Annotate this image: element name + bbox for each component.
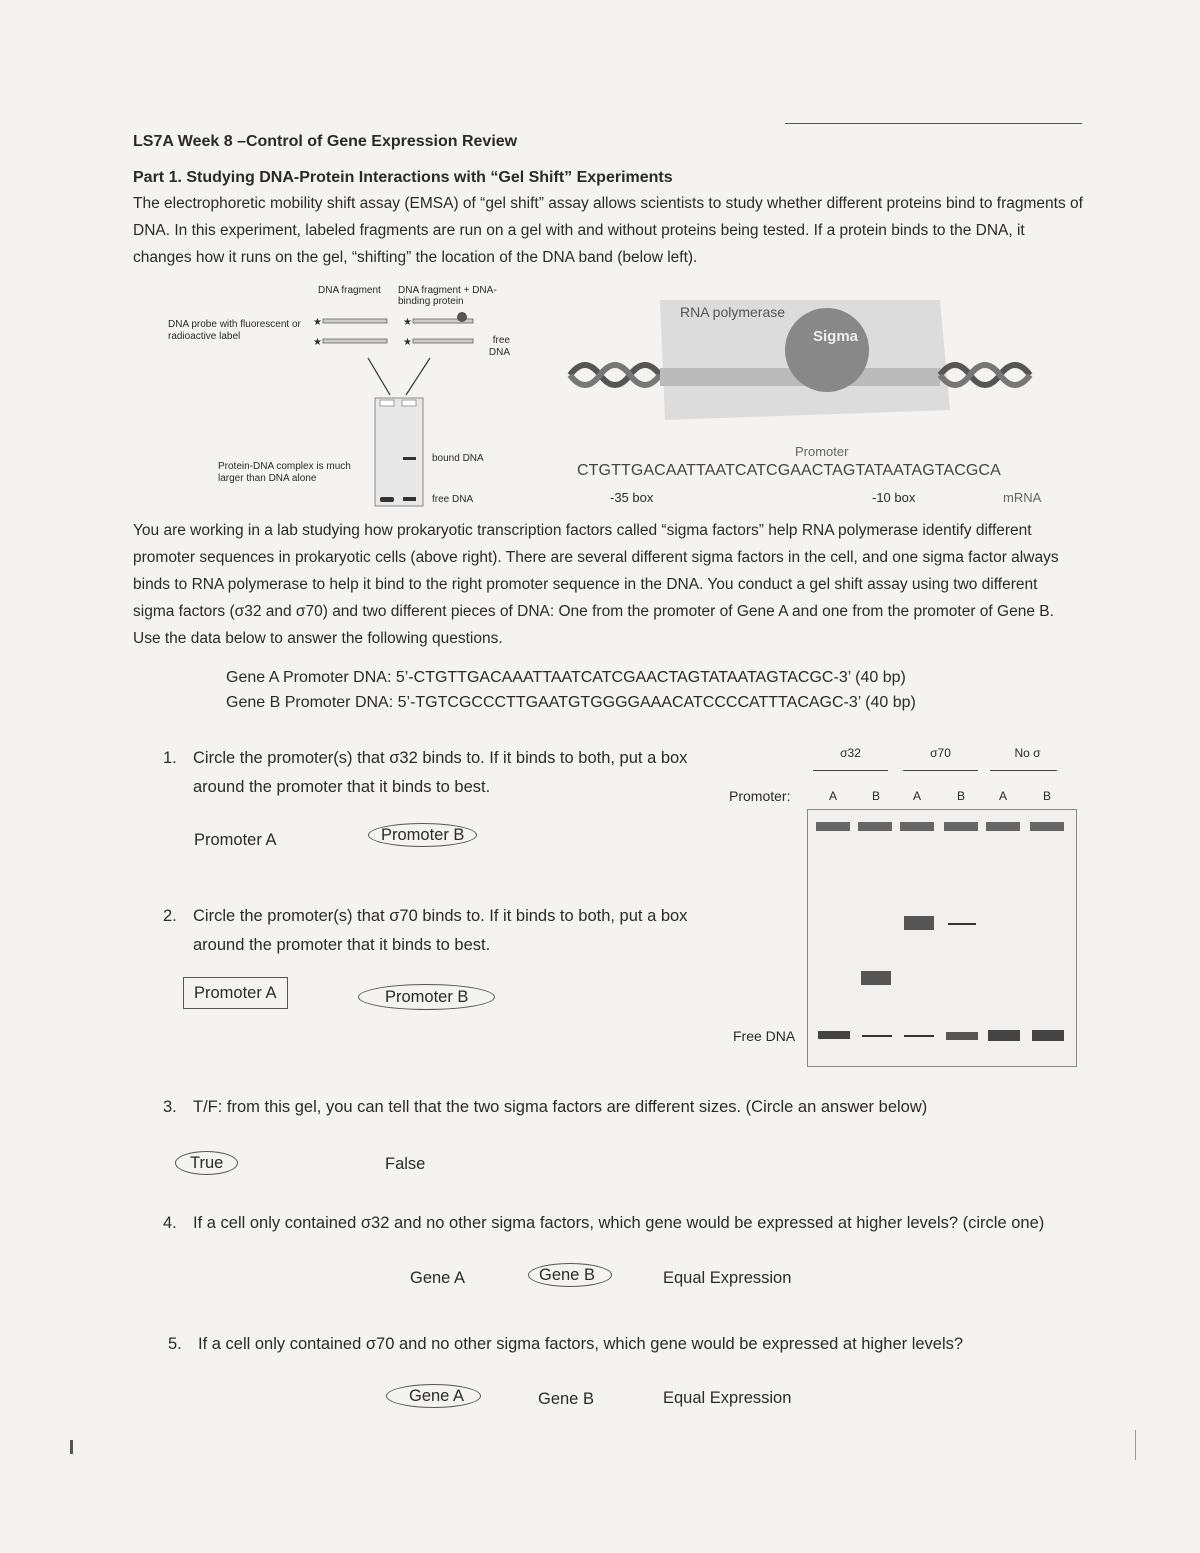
question-2 bbox=[163, 902, 698, 960]
q2-number: 2. bbox=[163, 907, 177, 925]
q5-option-c[interactable]: Equal Expression bbox=[663, 1389, 792, 1407]
gel-group-sigma32-line bbox=[813, 770, 888, 771]
scan-edge-mark bbox=[1135, 1430, 1136, 1460]
bound-dna-label: bound DNA bbox=[432, 453, 484, 464]
q1-option-b[interactable] bbox=[368, 826, 477, 845]
mrna-label: mRNA bbox=[1003, 490, 1042, 505]
box35-label: -35 box bbox=[610, 490, 654, 505]
intro-paragraph: The electrophoretic mobility shift assay (EMSA) of “gel shift” assay allows scientists to study whether different proteins bind to fragments of DNA. In this experiment, labeled fragments are run on a gel with and without proteins being tested. If a protein binds to the DNA, it changes how it runs on the gel, “shifting” the location of the DNA band (below left). bbox=[133, 195, 1083, 266]
well-band bbox=[858, 822, 892, 831]
free-dna-band bbox=[946, 1032, 978, 1040]
q2-option-b-circled[interactable]: Promoter B bbox=[358, 984, 495, 1010]
box10-label: -10 box bbox=[872, 490, 916, 505]
gel-figure bbox=[725, 740, 1085, 1070]
q1-text: Circle the promoter(s) that σ32 binds to. If it binds to both, put a box around the promoter that it binds to best. bbox=[193, 749, 688, 796]
promoter-label: Promoter bbox=[795, 444, 849, 459]
free-dna-band bbox=[904, 1035, 934, 1037]
name-line bbox=[785, 123, 1082, 124]
gel-group-sigma32: σ32 bbox=[840, 746, 861, 760]
free-dna-band bbox=[818, 1031, 850, 1039]
rna-pol-label: RNA polymerase bbox=[680, 304, 786, 320]
q3-option-true[interactable] bbox=[175, 1154, 238, 1173]
q3-number: 3. bbox=[163, 1098, 177, 1116]
gel-lane-label: A bbox=[828, 789, 837, 803]
svg-text:★: ★ bbox=[313, 317, 322, 328]
free-dna-band bbox=[1032, 1030, 1064, 1041]
shifted-band-sigma70-b bbox=[948, 923, 976, 925]
shifted-band-sigma70-a bbox=[904, 916, 934, 930]
q4-text: If a cell only contained σ32 and no other sigma factors, which gene would be expressed at higher levels? (circle one) bbox=[193, 1214, 1045, 1232]
part-title: Part 1. Studying DNA-Protein Interactions with “Gel Shift” Experiments bbox=[133, 169, 673, 186]
q1-option-a[interactable]: Promoter A bbox=[194, 831, 277, 849]
q5-option-a-circled[interactable]: Gene A bbox=[386, 1384, 481, 1408]
free-dna-band bbox=[862, 1035, 892, 1037]
shifted-band-sigma32-b bbox=[861, 971, 891, 985]
well-band bbox=[1030, 822, 1064, 831]
q5-option-b[interactable]: Gene B bbox=[538, 1390, 594, 1408]
col2-label: DNA fragment + DNA-binding protein bbox=[398, 285, 497, 307]
page-title: LS7A Week 8 –Control of Gene Expression Review bbox=[133, 133, 518, 150]
col1-label: DNA fragment bbox=[318, 285, 381, 296]
q4-number: 4. bbox=[163, 1214, 177, 1232]
question-4 bbox=[163, 1209, 1093, 1238]
q4-option-a[interactable]: Gene A bbox=[410, 1269, 466, 1287]
q3-text: T/F: from this gel, you can tell that the two sigma factors are different sizes. (Circle an answer below) bbox=[193, 1098, 928, 1116]
gel-group-no-sigma-line bbox=[990, 770, 1057, 771]
scan-edge-mark bbox=[70, 1440, 73, 1454]
question-3 bbox=[163, 1093, 1093, 1122]
question-1 bbox=[163, 744, 698, 802]
gel-group-sigma70: σ70 bbox=[930, 746, 951, 760]
q1-number: 1. bbox=[163, 749, 177, 767]
gel-promoter-label: Promoter: bbox=[729, 788, 791, 804]
sigma-diagram bbox=[565, 290, 1045, 510]
gel-group-sigma70-line bbox=[903, 770, 978, 771]
q4-option-b-circled[interactable]: Gene B bbox=[528, 1263, 612, 1287]
q5-option-a[interactable] bbox=[386, 1387, 481, 1406]
q4-option-c[interactable]: Equal Expression bbox=[663, 1269, 792, 1287]
gel-free-dna-label: Free DNA bbox=[733, 1028, 796, 1044]
gel-lane-label: B bbox=[871, 789, 880, 803]
sigma-label: Sigma bbox=[813, 328, 859, 345]
gene-a-sequence: Gene A Promoter DNA: 5’-CTGTTGACAAATTAATCATCGAACTAGTATAATAGTACGC-3’ (40 bp) bbox=[226, 669, 906, 686]
gene-b-sequence: Gene B Promoter DNA: 5’-TGTCGCCCTTGAATGTGGGGAAACATCCCCATTTACAGC-3’ (40 bp) bbox=[226, 694, 916, 711]
well-band bbox=[816, 822, 850, 831]
q2-option-b[interactable] bbox=[358, 988, 495, 1007]
complex-label: Protein-DNA complex is much larger than DNA alone bbox=[218, 461, 351, 484]
gel-group-no-sigma: No σ bbox=[1014, 746, 1041, 760]
gel-box bbox=[807, 809, 1077, 1067]
question-5 bbox=[168, 1330, 1098, 1359]
free-dna-band bbox=[988, 1030, 1020, 1041]
q2-option-a-boxed[interactable]: Promoter A bbox=[183, 977, 288, 1009]
q2-text: Circle the promoter(s) that σ70 binds to. If it binds to both, put a box around the promoter that it binds to best. bbox=[193, 907, 688, 954]
well-band bbox=[986, 822, 1020, 831]
svg-text:★: ★ bbox=[403, 337, 412, 348]
q3-option-false[interactable]: False bbox=[385, 1155, 426, 1173]
gel-lane-label: B bbox=[1042, 789, 1051, 803]
promoter-sequence: CTGTTGACAATTAATCATCGAACTAGTATAATAGTACGCA bbox=[577, 462, 1001, 479]
q1-option-b-circled[interactable]: Promoter B bbox=[368, 823, 477, 847]
q2-option-a[interactable] bbox=[183, 984, 288, 1003]
gel-lane-label: B bbox=[956, 789, 965, 803]
q5-text: If a cell only contained σ70 and no other sigma factors, which gene would be expressed at higher levels? bbox=[198, 1335, 964, 1353]
gel-lane-label: A bbox=[912, 789, 921, 803]
probe-label: DNA probe with fluorescent or radioactive label bbox=[168, 319, 301, 342]
free-dna-label: free DNA bbox=[488, 335, 510, 358]
gel-lane-label: A bbox=[998, 789, 1007, 803]
free-dna-band-label: free DNA bbox=[432, 494, 474, 505]
well-band bbox=[900, 822, 934, 831]
context-paragraph: You are working in a lab studying how prokaryotic transcription factors called “sigma factors” help RNA polymerase identify different promoter sequences in prokaryotic cells (above right). There are several different sigma factors in the cell, and one sigma factor always binds to RNA polymerase to help it bind to the right promoter sequence in the DNA. You conduct a gel shift assay using two different sigma factors (σ32 and σ70) and two different pieces of DNA: One from the promoter of Gene A and one from the promoter of Gene B. Use the data below to answer the following questions. bbox=[133, 522, 1059, 647]
svg-text:★: ★ bbox=[313, 337, 322, 348]
q4-option-b[interactable] bbox=[528, 1266, 612, 1285]
q3-option-true-circled[interactable]: True bbox=[175, 1151, 238, 1175]
emsa-diagram bbox=[160, 283, 520, 513]
q5-number: 5. bbox=[168, 1335, 182, 1353]
well-band bbox=[944, 822, 978, 831]
svg-text:★: ★ bbox=[403, 317, 412, 328]
